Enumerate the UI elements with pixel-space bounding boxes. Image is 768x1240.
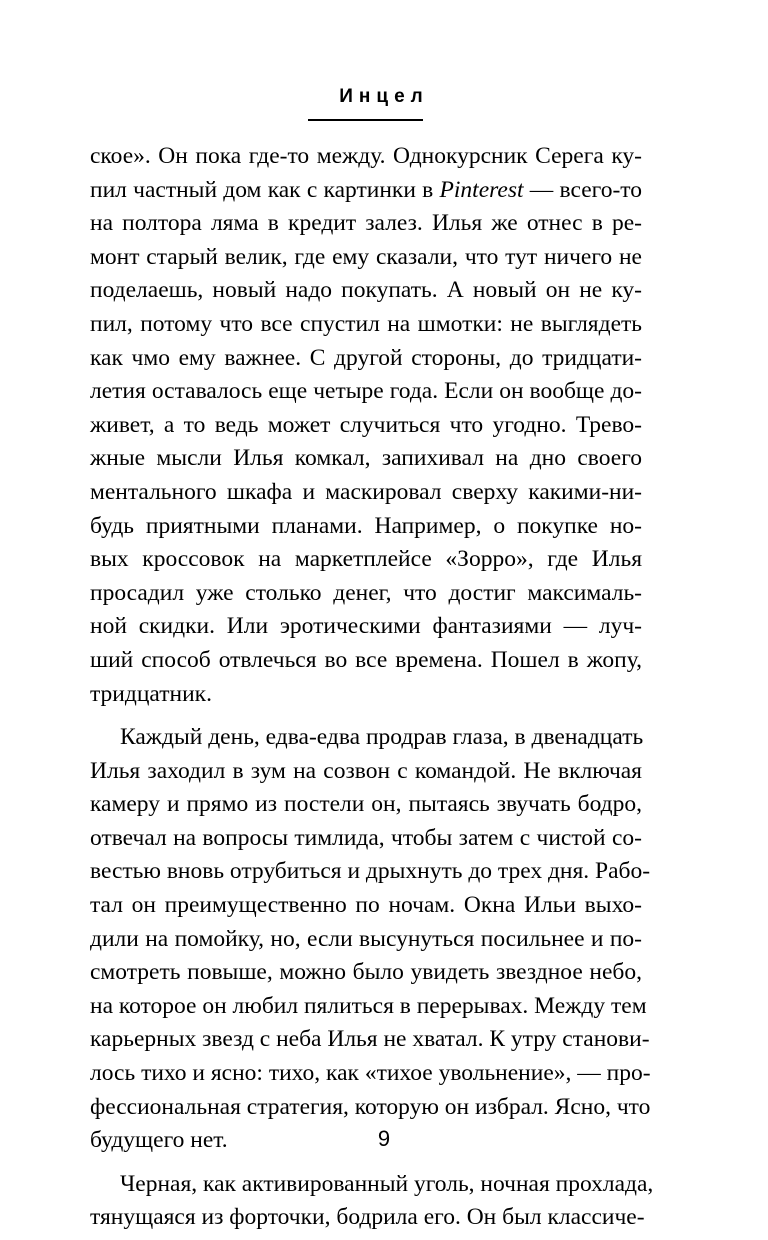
text-line: поделаешь, новый надо покупать. А новый он не ку- [90,277,642,304]
paragraph [90,721,651,1158]
paragraph-gap [90,1158,642,1168]
body-text [90,140,654,1235]
text-line: тянущаяся из форточки, бодрила его. Он был классиче- [90,1204,645,1231]
text-line: ментального шкафа и маскировал сверху какими-ни- [90,478,642,505]
paragraph-gap [90,711,642,721]
paragraph [90,1168,654,1235]
running-head-rule [308,119,423,121]
text-line: отвечал на вопросы тимлида, чтобы затем с чистой со- [90,824,642,851]
text-line: Черная, как активированный уголь, ночная прохлада, [120,1170,654,1197]
text-line: как чмо ему важнее. С другой стороны, до тридцати- [90,344,642,371]
text-line: будущего нет. [90,1127,228,1154]
text-line: жные мысли Илья комкал, запихивал на дно своего [90,445,642,472]
text-line: карьерных звезд с неба Илья не хватал. К утру станови- [90,1026,650,1053]
italic-word: Pinterest [439,176,524,203]
text-line: тридцатник. [90,680,212,707]
text-line: камеру и прямо из постели он, пытаясь звучать бодро, [90,791,642,818]
text-line: будь приятными планами. Например, о покупке но- [90,512,642,539]
text-line: Илья заходил в зум на созвон с командой. Не включая [90,757,642,784]
running-head: Инцел [339,86,429,107]
text-line: монт старый велик, где ему сказали, что тут ничего не [90,243,642,270]
text-line: лось тихо и ясно: тихо, как «тихое увольнение», — про- [90,1060,651,1087]
text-line: фессиональная стратегия, которую он избрал. Ясно, что [90,1093,651,1120]
text-line: тал он преимущественно по ночам. Окна Ильи выхо- [90,892,642,919]
text-line: вестью вновь отрубиться и дрыхнуть до трех дня. Рабо- [90,858,651,885]
text-line: ское». Он пока где-то между. Однокурсник Серега ку- [90,143,642,169]
text-line: ной скидки. Или эротическими фантазиями — луч- [90,613,642,640]
text-line: смотреть повыше, можно было увидеть звездное небо, [90,959,642,986]
text-line: на которое он любил пялиться в перерывах. Между тем [90,992,647,1019]
text-line: пил частный дом как с картинки в Pinterest — всего-то [90,176,642,203]
text-line: на полтора ляма в кредит залез. Илья же отнес в ре- [90,210,642,237]
text-line: пил, потому что все спустил на шмотки: не выглядеть [90,310,642,337]
paragraph [90,140,642,711]
text-line: вых кроссовок на маркетплейсе «Зорро», где Илья [90,546,642,573]
text-line: ший способ отвлечься во все времена. Пошел в жопу, [90,646,642,673]
text-line: Каждый день, едва-едва продрав глаза, в двенадцать [120,724,644,751]
page-number: 9 [377,1126,391,1151]
text-line: просадил уже столько денег, что достиг максималь- [90,579,642,606]
text-line: дили на помойку, но, если высунуться посильнее и по- [90,925,642,952]
text-line: летия оставалось еще четыре года. Если он вообще до- [90,378,642,405]
text-line: живет, а то ведь может случиться что угодно. Трево- [90,411,642,438]
